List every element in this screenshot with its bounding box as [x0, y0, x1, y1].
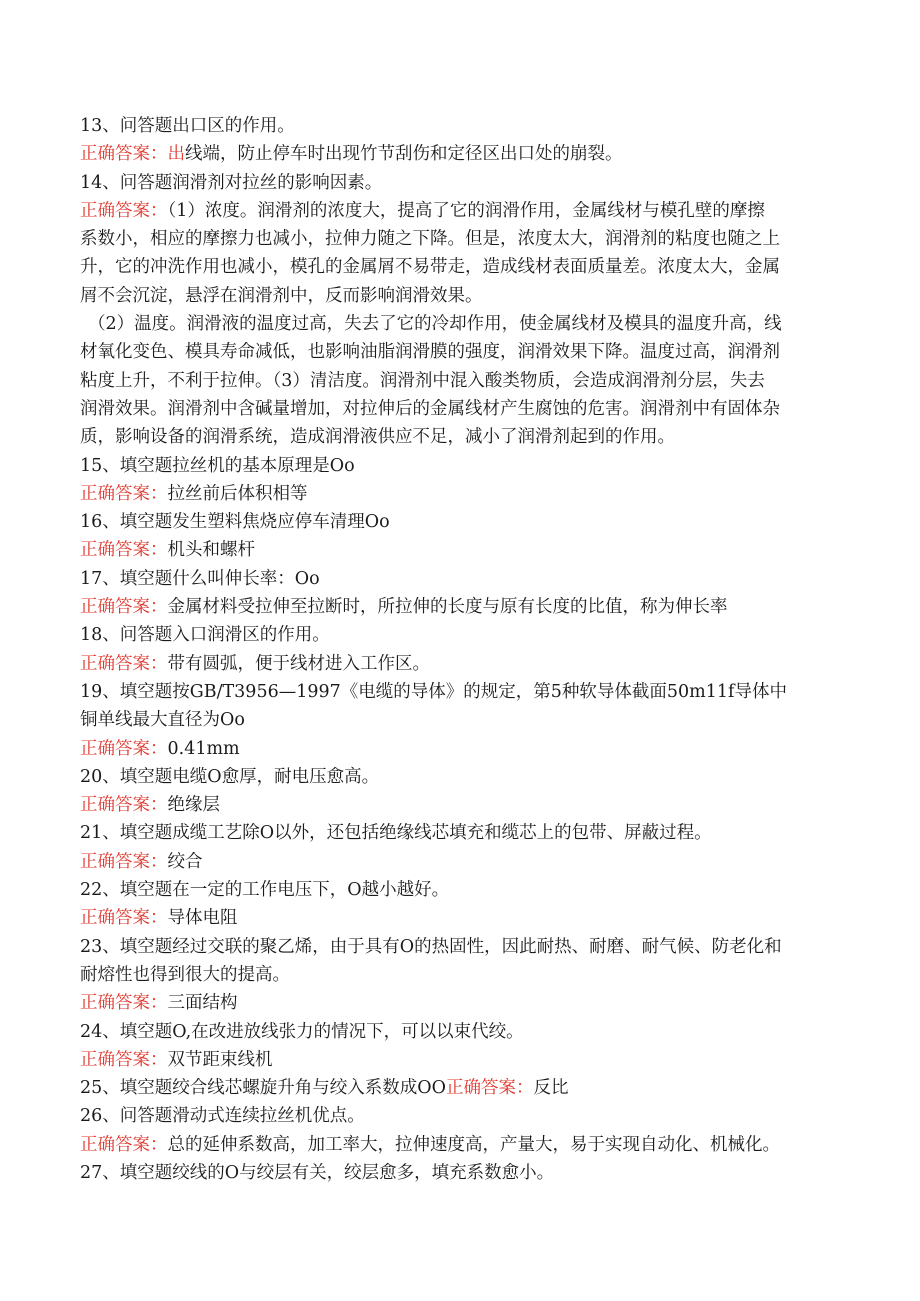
question-text: 27、填空题绞线的O与绞层有关，绞层愈多，填充系数愈小。 [80, 1162, 555, 1183]
question-line [80, 508, 840, 536]
answer-line [80, 735, 840, 763]
answer-text: 反比 [533, 1078, 569, 1099]
question-line [80, 169, 840, 197]
answer-line [80, 650, 840, 678]
continuation-line [80, 253, 840, 281]
answer-line [80, 536, 840, 564]
question-text: 16、填空题发生塑料焦烧应停车清理Oo [80, 512, 390, 533]
continuation-text: 粘度上升，不利于拉伸。（3）清洁度。润滑剂中混入酸类物质，会造成润滑剂分层，失去 [80, 370, 765, 391]
answer-line [80, 904, 840, 932]
continuation-line [80, 706, 840, 734]
continuation-text: 质，影响设备的润滑系统，造成润滑液供应不足，减小了润滑剂起到的作用。 [80, 427, 675, 448]
answer-text: 带有圆弧，便于线材进入工作区。 [167, 653, 430, 674]
answer-line [80, 848, 840, 876]
question-line [80, 565, 840, 593]
question-line [80, 763, 840, 791]
answer-line [80, 197, 840, 225]
answer-label: 正确答案： [80, 795, 168, 816]
continuation-text: 材氧化变色、模具寿命减低，也影响油脂润滑膜的强度，润滑效果下降。温度过高，润滑剂 [80, 342, 780, 363]
answer-line [80, 791, 840, 819]
answer-text: （1）浓度。润滑剂的浓度大，提高了它的润滑作用，金属线材与模孔壁的摩擦 [167, 200, 765, 221]
question-line [80, 933, 840, 961]
question-text: 17、填空题什么叫伸长率：Oo [80, 568, 320, 589]
answer-label-extra: 出 [167, 144, 185, 165]
question-line [80, 452, 840, 480]
continuation-line [80, 367, 840, 395]
continuation-text: 系数小，相应的摩擦力也减小，拉伸力随之下降。但是，浓度太大，润滑剂的粘度也随之上 [80, 229, 780, 250]
answer-label: 正确答案： [80, 993, 168, 1014]
question-line [80, 621, 840, 649]
continuation-line [80, 423, 840, 451]
question-text: 14、问答题润滑剂对拉丝的影响因素。 [80, 172, 383, 193]
answer-text: 绝缘层 [167, 795, 220, 816]
question-text: 25、填空题绞合线芯螺旋升角与绞入系数成OO [80, 1078, 446, 1099]
continuation-text: 耐熔性也得到很大的提高。 [80, 964, 290, 985]
question-line [80, 1102, 840, 1130]
question-text: 15、填空题拉丝机的基本原理是Oo [80, 455, 355, 476]
question-text: 24、填空题O,在改进放线张力的情况下，可以以束代绞。 [80, 1021, 524, 1042]
answer-text: 双节距束线机 [167, 1049, 273, 1070]
answer-text: 线端，防止停车时出现竹节刮伤和定径区出口处的崩裂。 [185, 144, 623, 165]
question-text: 26、问答题滑动式连续拉丝机优点。 [80, 1106, 365, 1127]
answer-text: 导体电阻 [167, 908, 238, 929]
question-text: 13、问答题出口区的作用。 [80, 116, 295, 136]
answer-text: 金属材料受拉伸至拉断时，所拉伸的长度与原有长度的比值，称为伸长率 [167, 597, 728, 618]
continuation-line [80, 225, 840, 253]
continuation-line [80, 282, 840, 310]
question-line [80, 819, 840, 847]
answer-line [80, 1046, 840, 1074]
answer-text: 绞合 [167, 851, 203, 872]
question-text: 23、填空题经过交联的聚乙烯，由于具有O的热固性，因此耐热、耐磨、耐气候、防老化和 [80, 936, 782, 957]
answer-text: 0.41mm [167, 738, 240, 759]
answer-label: 正确答案： [80, 1049, 168, 1070]
answer-line [80, 480, 840, 508]
question-text: 22、填空题在一定的工作电压下，O越小越好。 [80, 880, 450, 901]
answer-text: 三面结构 [167, 993, 238, 1014]
question-line [80, 1018, 840, 1046]
answer-label: 正确答案： [80, 483, 168, 504]
answer-label: 正确答案： [80, 653, 168, 674]
answer-text: 总的延伸系数高，加工率大，拉伸速度高，产量大，易于实现自动化、机械化。 [167, 1134, 780, 1155]
answer-text: 拉丝前后体积相等 [167, 483, 308, 504]
continuation-text: 升，它的冲洗作用也减小，模孔的金属屑不易带走，造成线材表面质量差。浓度太大，金属 [80, 257, 780, 278]
answer-line [80, 989, 840, 1017]
question-answer-line [80, 1074, 840, 1102]
answer-label: 正确答案： [80, 144, 168, 165]
answer-line [80, 140, 840, 168]
answer-label: 正确答案： [80, 851, 168, 872]
answer-label: 正确答案： [80, 597, 168, 618]
continuation-line [80, 961, 840, 989]
continuation-text: 润滑效果。润滑剂中含碱量增加，对拉伸后的金属线材产生腐蚀的危害。润滑剂中有固体杂 [80, 398, 780, 419]
question-text: 19、填空题按GB/T3956—1997《电缆的导体》的规定，第5种软导体截面50m11f导体中 [80, 681, 787, 702]
continuation-line [80, 338, 840, 366]
answer-label: 正确答案： [80, 908, 168, 929]
question-text: 20、填空题电缆O愈厚，耐电压愈高。 [80, 766, 380, 787]
answer-text: 机头和螺杆 [167, 540, 255, 561]
document-body [80, 112, 840, 1187]
answer-label: 正确答案： [80, 738, 168, 759]
continuation-line [80, 310, 840, 338]
question-text: 21、填空题成缆工艺除O以外，还包括绝缘线芯填充和缆芯上的包带、屏蔽过程。 [80, 823, 712, 844]
question-line [80, 678, 840, 706]
answer-label: 正确答案： [80, 200, 168, 221]
question-text: 18、问答题入口润滑区的作用。 [80, 625, 330, 646]
question-line [80, 876, 840, 904]
continuation-text: （2）温度。润滑液的温度过高，失去了它的冷却作用，使金属线材及模具的温度升高，线 [88, 314, 782, 335]
continuation-text: 铜单线最大直径为Oo [80, 710, 245, 731]
continuation-text: 屑不会沉淀，悬浮在润滑剂中，反而影响润滑效果。 [80, 285, 483, 306]
question-line [80, 112, 840, 140]
question-line [80, 1159, 840, 1187]
answer-line [80, 593, 840, 621]
answer-line [80, 1131, 840, 1159]
answer-label: 正确答案： [80, 540, 168, 561]
answer-label: 正确答案： [80, 1134, 168, 1155]
answer-label: 正确答案： [445, 1078, 534, 1099]
continuation-line [80, 395, 840, 423]
